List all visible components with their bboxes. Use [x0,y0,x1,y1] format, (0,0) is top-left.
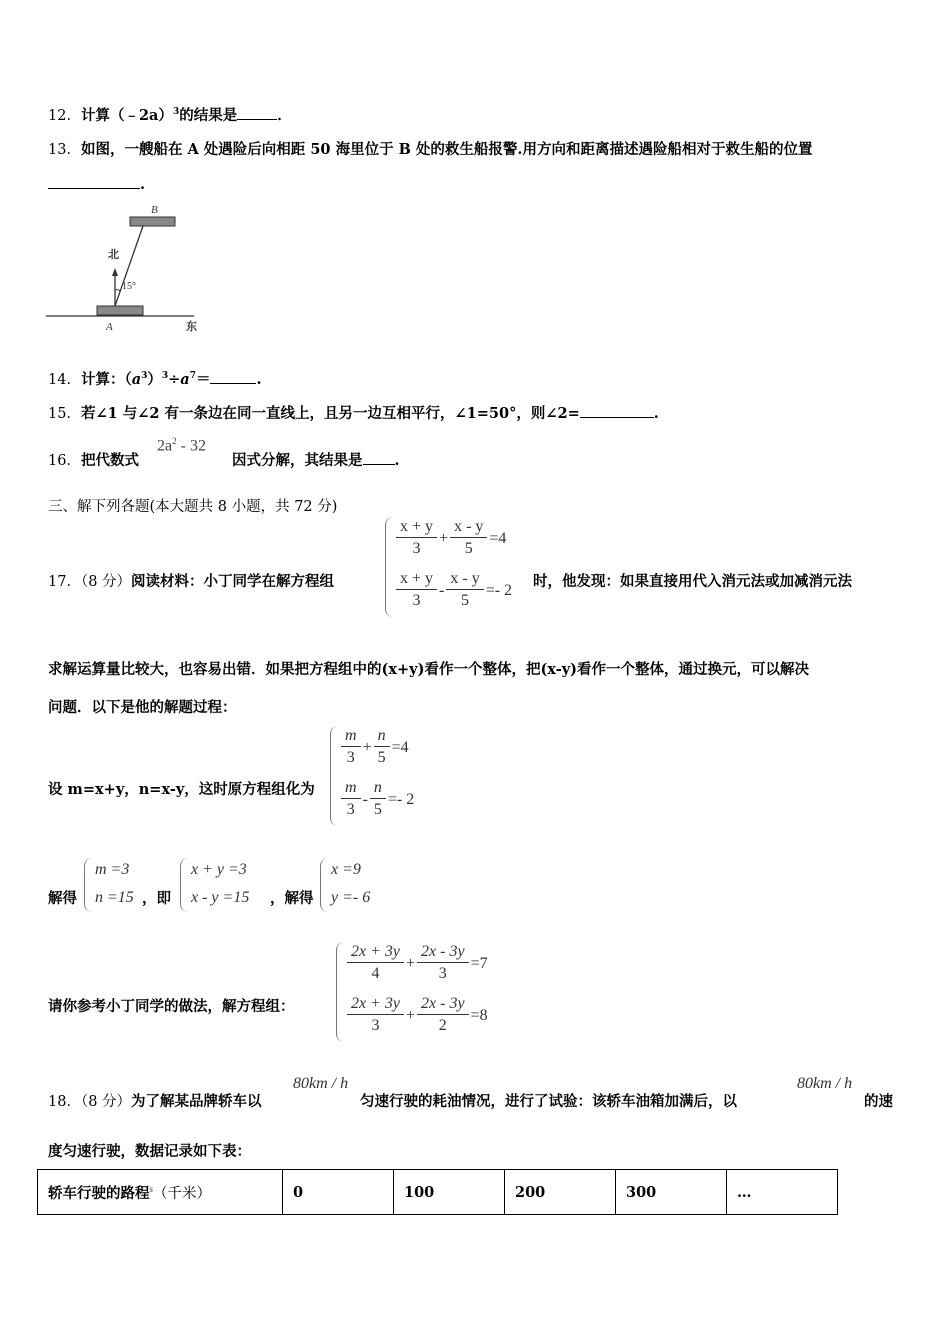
solution-system-1 [84,858,145,912]
q17-equation-system-3 [336,942,517,1042]
question-number: 14． [48,372,81,388]
question-17-line-3: 问题．以下是他的解题过程： [48,699,237,716]
ask-text: 请你参考小丁同学的做法，解方程组： [48,998,295,1015]
question-number: 18． [48,1094,81,1110]
question-17-line-2: 求解运算量比较大，也容易出错．如果把方程组中的(x+y)看作一个整体，把(x-y)看作一个整体，通过换元，可以解决 [48,661,809,678]
answer-blank [237,119,277,120]
direction-figure [44,198,214,338]
table-cell: 200 [505,1170,616,1215]
answer-blank [363,464,395,465]
q16-expression: $2a^2 - 32$ [157,436,206,455]
equation-row: 2x + 3y 3 + $\frac{2x - 3y}{2}$ =8 [347,994,490,1037]
equation-row: x + y =3 [191,861,247,878]
table-cell: 300 [616,1170,727,1215]
equation-row: m 3 - $\frac{n}{5}$ =- 2 [341,778,416,821]
question-13: 13．如图，一艘船在 A 处遇险后向相距 50 海里位于 B 处的救生船报警.用方向和距离描述遇险船相对于救生船的位置 [48,141,813,158]
solve-label-2: ，解得 [270,890,314,907]
question-14: 14．计算：$(a^3)^3\div a^7=$ . [48,371,262,388]
answer-blank [48,188,140,189]
answer-blank [210,383,256,384]
question-number: 15． [48,406,81,422]
answer-blank [580,417,654,418]
equation-row: y =- 6 [331,889,371,906]
question-number: 13． [48,142,81,158]
label-a: A [106,321,113,333]
north-arrow-head [112,268,118,276]
substitution-text: 设 m=x+y，n=x-y，这时原方程组化为 [48,781,315,798]
label-north: 北 [108,248,119,261]
question-18-middle: 匀速行驶的耗油情况，进行了试验：该轿车油箱加满后，以 [360,1093,737,1110]
section-three-title: 三、解下列各题(本大题共 8 小题，共 72 分) [48,499,338,515]
question-15: 15．若∠1 与∠2 有一条边在同一直线上，且另一边互相平行，∠1=50°，则∠2= . [48,405,659,422]
speed-expression-1: 80km / h [293,1075,349,1092]
question-18-tail: 的速 [864,1093,893,1110]
question-16-tail: 因式分解，其结果是 . [232,452,400,469]
equation-row: m 3 + $\frac{n}{5}$ =4 [341,726,411,769]
question-18-line-2: 度匀速行驶，数据记录如下表： [48,1143,251,1160]
q17-equation-system-2 [330,726,441,826]
ji-label: ，即 [142,890,171,907]
question-18-intro: 18．（8 分）为了解某品牌轿车以 [48,1093,262,1110]
equation-row: m =3 [95,861,130,878]
bearing-line [115,226,143,306]
solution-system-3 [320,858,381,912]
question-13-answer-line: . [48,176,145,193]
table-row [38,1170,838,1215]
ship-b-block [130,217,175,226]
question-number: 16． [48,453,81,469]
table-cell: 0 [283,1170,394,1215]
question-12: 12．计算（﹣2a）$^3$的结果是 ． [48,107,292,124]
table-cell: 100 [394,1170,505,1215]
question-17-intro: 17．（8 分）阅读材料：小丁同学在解方程组 [48,573,335,590]
label-b: B [151,204,158,216]
equation-row: n =15 [95,889,134,906]
equation-row: x - y =15 [191,889,250,906]
table-cell: … [727,1170,838,1215]
solution-system-2 [180,858,273,912]
table-header-cell: 轿车行驶的路程$^s$（千米） [38,1170,283,1215]
question-16: 16．把代数式 [48,452,139,469]
equation-row: 2x + 3y 4 + $\frac{2x - 3y}{3}$ =7 [347,942,490,985]
speed-expression-2: 80km / h [797,1075,853,1092]
question-number: 17． [48,574,81,590]
question-17-intro-tail: 时，他发现：如果直接用代入消元法或加减消元法 [533,573,852,590]
equation-row: x + y 3 + $\frac{x - y}{5}$ =4 [396,517,508,560]
data-table [37,1169,838,1215]
question-number: 12． [48,108,81,124]
equation-row: x + y 3 - $\frac{x - y}{5}$ =- 2 [396,569,514,612]
ship-a-block [97,306,143,315]
label-angle: 15° [122,281,136,292]
solve-label-1: 解得 [48,890,77,907]
equation-row: x =9 [331,861,361,878]
q17-equation-system-1 [385,517,546,617]
label-east: 东 [186,320,197,333]
angle-arc [115,290,120,291]
